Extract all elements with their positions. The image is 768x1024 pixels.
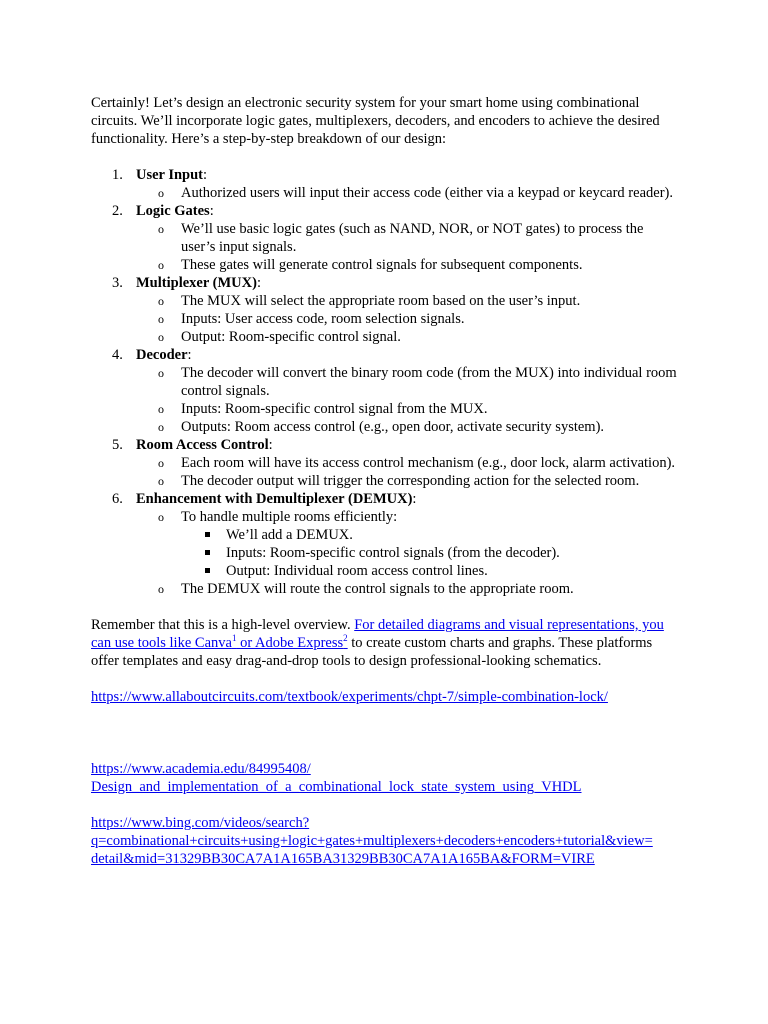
list-item: o Outputs: Room access control (e.g., open door, activate security system). — [158, 419, 605, 435]
list-item: o Inputs: User access code, room selection signals. — [158, 311, 465, 327]
step-details — [136, 292, 681, 346]
list-item: o Output: Room-specific control signal. — [158, 329, 401, 345]
bing-video-link[interactable]: https://www.bing.com/videos/search? q=combinational+circuits+using+logic+gates+multiplexers+decoders+encoders+tutorial&view= detail&mid=31329BB30CA7A1A165BA31329BB30CA7A1A165BA&FORM=VIRE — [91, 815, 653, 867]
hollow-bullet-icon: o — [158, 510, 164, 524]
hollow-bullet-icon: o — [158, 582, 164, 596]
step-details — [136, 454, 681, 490]
step-details — [136, 508, 681, 598]
step-number: 3. — [112, 275, 123, 291]
list-item: o To handle multiple rooms efficiently: We’ll add a DEMUX. Inputs: Room-specific control signals (from the decoder). Output: Individual room access control lines. — [136, 508, 681, 580]
step-item: 6. Enhancement with Demultiplexer (DEMUX): o To handle multiple rooms efficiently: We’ll add a DEMUX. Inputs: Room-specific control signals (from the decoder). Output: Individual room access control lines. o The DEMUX will route the control signals to the appropriate room. — [91, 490, 681, 598]
document-body — [91, 94, 681, 868]
step-item: 3. Multiplexer (MUX): o The MUX will select the appropriate room based on the user’s input. o Inputs: User access code, room selection signals. o Output: Room-specific control signal. — [91, 274, 681, 346]
step-title: Logic Gates — [136, 203, 210, 219]
list-item: o The decoder output will trigger the corresponding action for the selected room. — [158, 473, 640, 489]
hollow-bullet-icon: o — [158, 258, 164, 272]
academia-paragraph — [91, 760, 681, 796]
bing-paragraph — [91, 814, 681, 868]
list-item: o Each room will have its access control mechanism (e.g., door lock, alarm activation). — [158, 455, 676, 471]
step-details — [136, 184, 681, 202]
hollow-bullet-icon: o — [158, 474, 164, 488]
hollow-bullet-icon: o — [158, 186, 164, 200]
step-title: User Input — [136, 167, 204, 183]
design-steps-list — [91, 166, 681, 598]
tools-link[interactable]: For detailed diagrams and visual representations, you can use tools like Canva$^1$ or Adobe Express$^2$ — [91, 617, 664, 651]
step-number: 2. — [112, 203, 123, 219]
nested-list-item: We’ll add a DEMUX. — [181, 526, 681, 544]
academia-link[interactable]: https://www.academia.edu/84995408/ Design_and_implementation_of_a_combinational_lock_state_system_using_VHDL — [91, 761, 582, 795]
list-item: o These gates will generate control signals for subsequent components. — [158, 257, 583, 273]
hollow-bullet-icon: o — [158, 330, 164, 344]
step-number: 6. — [112, 491, 123, 507]
nested-list — [181, 526, 681, 580]
nested-list-item: Inputs: Room-specific control signals (from the decoder). — [181, 544, 681, 562]
list-item: o The DEMUX will route the control signals to the appropriate room. — [158, 581, 574, 597]
list-item: o The decoder will convert the binary room code (from the MUX) into individual room control signals. — [158, 365, 677, 399]
step-item: 2. Logic Gates: o We’ll use basic logic gates (such as NAND, NOR, or NOT gates) to process the user’s input signals. o These gates will generate control signals for subsequent components. — [91, 202, 681, 274]
remember-paragraph: Remember that this is a high-level overview. For detailed diagrams and visual representations, you can use tools like Canva$^1$ or Adobe Express$^2$ to create custom charts and graphs. These platforms offer templates and easy drag-and-drop tools to design professional-looking schematics. — [91, 617, 664, 669]
allaboutcircuits-paragraph — [91, 688, 681, 706]
step-item: 5. Room Access Control: o Each room will have its access control mechanism (e.g., door lock, alarm activation). o The decoder output will trigger the corresponding action for the selected room. — [91, 436, 681, 490]
step-details — [136, 364, 681, 436]
step-number: 5. — [112, 437, 123, 453]
list-item: o Inputs: Room-specific control signal from the MUX. — [158, 401, 488, 417]
step-title: Decoder — [136, 347, 188, 363]
square-bullet-icon — [205, 532, 210, 537]
step-title: Multiplexer (MUX) — [136, 275, 257, 291]
hollow-bullet-icon: o — [158, 222, 164, 236]
nested-list-item: Output: Individual room access control lines. — [181, 562, 681, 580]
square-bullet-icon — [205, 568, 210, 573]
list-item: o The MUX will select the appropriate room based on the user’s input. — [158, 293, 581, 309]
allaboutcircuits-link[interactable]: https://www.allaboutcircuits.com/textbook/experiments/chpt-7/simple-combination-lock/ — [91, 689, 608, 705]
square-bullet-icon — [205, 550, 210, 555]
step-number: 1. — [112, 167, 123, 183]
list-item: o We’ll use basic logic gates (such as NAND, NOR, or NOT gates) to process the user’s input signals. — [158, 221, 644, 255]
step-title: Room Access Control — [136, 437, 269, 453]
hollow-bullet-icon: o — [158, 420, 164, 434]
step-number: 4. — [112, 347, 123, 363]
list-item: o Authorized users will input their access code (either via a keypad or keycard reader). — [158, 185, 673, 201]
step-details — [136, 220, 681, 274]
step-title: Enhancement with Demultiplexer (DEMUX) — [136, 491, 413, 507]
intro-paragraph: Certainly! Let’s design an electronic security system for your smart home using combinational circuits. We’ll incorporate logic gates, multiplexers, decoders, and encoders to achieve the desired functionality. Here’s a step-by-step breakdown of our design: — [91, 95, 660, 147]
step-item: 4. Decoder: o The decoder will convert the binary room code (from the MUX) into individual room control signals. o Inputs: Room-specific control signal from the MUX. o Outputs: Room access control (e.g., open door, activate security system). — [91, 346, 681, 436]
hollow-bullet-icon: o — [158, 366, 164, 380]
hollow-bullet-icon: o — [158, 456, 164, 470]
hollow-bullet-icon: o — [158, 294, 164, 308]
hollow-bullet-icon: o — [158, 402, 164, 416]
step-item: 1. User Input: o Authorized users will input their access code (either via a keypad or keycard reader). — [91, 166, 681, 202]
hollow-bullet-icon: o — [158, 312, 164, 326]
